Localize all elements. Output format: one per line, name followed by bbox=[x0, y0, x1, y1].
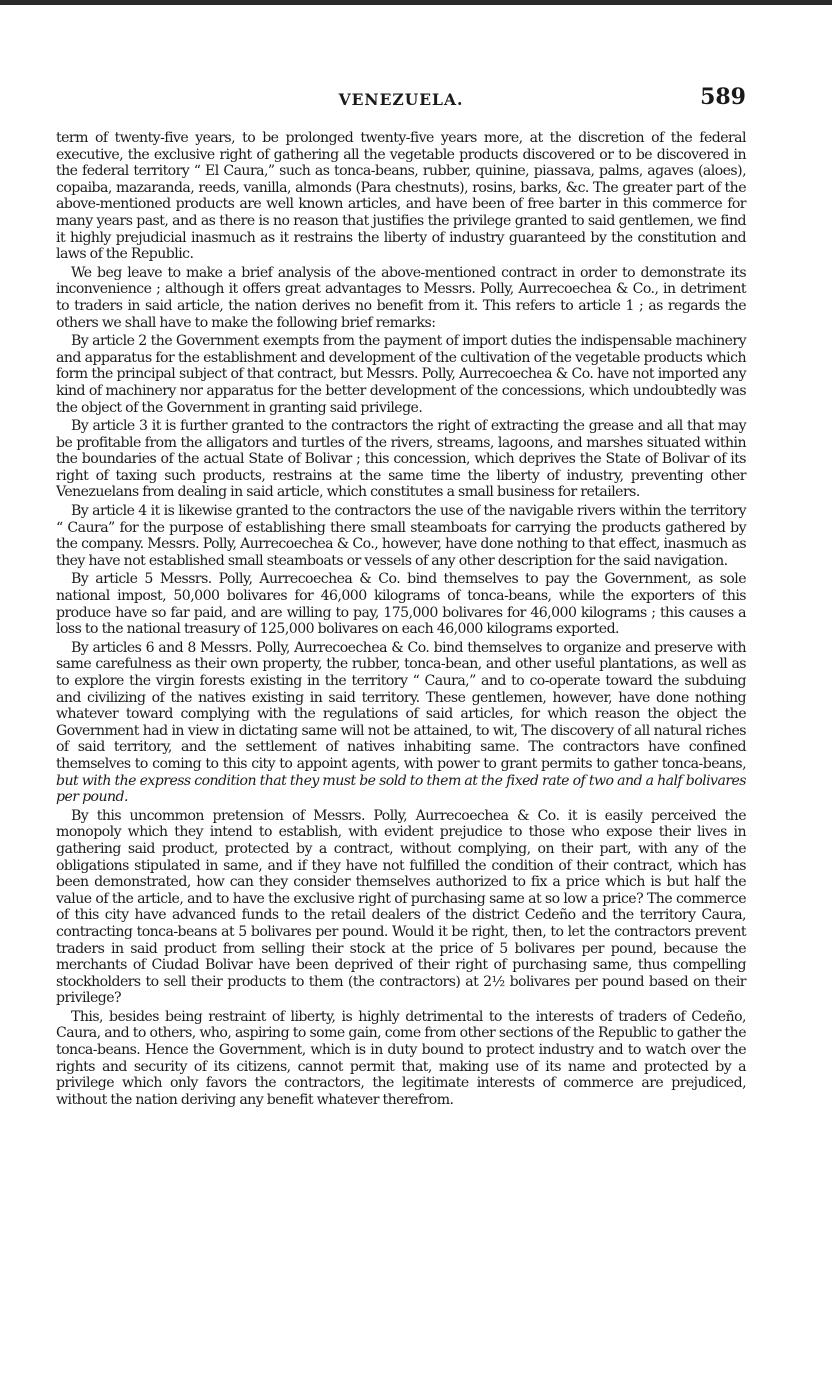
paragraph-7-emphasis: but with the express condition that they must be sold to them at the fixed rate of two and a half bolivares per pound. bbox=[56, 772, 746, 806]
page-header bbox=[56, 84, 746, 114]
paragraph-8: By this uncommon pretension of Messrs. Polly, Aurrecoechea & Co. it is easily perceived the monopoly which they intend to establish, with evident prejudice to those who expose their lives in gathering said product, protected by a contract, without complying, on their part, with any of the obligations stipulated in same, and if they have not fulfilled the condition of their contract, which has been demonstrated, how can they consider themselves authorized to fix a price which is but half the value of the article, and to have the exclusive right of purchasing same at so low a price? The commerce of this city have advanced funds to the retail dealers of the district Cedeño and the territory Caura, contracting tonca-beans at 5 bolivares per pound. Would it be right, then, to let the contractors prevent traders in said product from selling their stock at the price of 5 bolivares per pound, because the merchants of Ciudad Bolivar have been deprived of their right of purchasing same, thus compelling stockholders to sell their products to them (the contractors) at 2½ bolivares per pound based on their privilege? bbox=[56, 807, 746, 1007]
body-text bbox=[56, 130, 746, 1110]
paragraph-3: By article 2 the Government exempts from the payment of import duties the indispensable machinery and apparatus for the establishment and development of the cultivation of the vegetable products which form the principal subject of that contract, but Messrs. Polly, Aurrecoechea & Co. have not imported any kind of machinery nor apparatus for the better development of the concessions, which undoubtedly was the object of the Government in granting said privilege. bbox=[56, 333, 746, 416]
paragraph-1: term of twenty-five years, to be prolonged twenty-five years more, at the discretion of the federal executive, the exclusive right of gathering all the vegetable products discovered or to be discovered in the federal territory “ El Caura,” such as tonca-beans, rubber, quinine, piassava, palms, agaves (aloes), copaiba, mazaranda, reeds, vanilla, almonds (Para chestnuts), rosins, barks, &c. The greater part of the above-mentioned products are well known articles, and have been of free barter in this commerce for many years past, and as there is no reason that justifies the privilege granted to said gentlemen, we find it highly prejudicial inasmuch as it restrains the liberty of industry guaranteed by the constitution and laws of the Republic. bbox=[56, 130, 746, 263]
paragraph-7 bbox=[56, 640, 746, 806]
paragraph-9: This, besides being restraint of liberty, is highly detrimental to the interests of traders of Cedeño, Caura, and to others, who, aspiring to some gain, come from other sections of the Republic to gather the tonca-beans. Hence the Government, which is in duty bound to protect industry and to watch over the rights and security of its citizens, cannot permit that, making use of its name and protected by a privilege which only favors the contractors, the legitimate interests of commerce are prejudiced, without the nation deriving any benefit whatever therefrom. bbox=[56, 1008, 746, 1108]
paragraph-6: By article 5 Messrs. Polly, Aurrecoechea & Co. bind themselves to pay the Government, as sole national impost, 50,000 bolivares for 46,000 kilograms of tonca-beans, while the exporters of this produce have so far paid, and are willing to pay, 175,000 bolivares for 46,000 kilograms ; this causes a loss to the national treasury of 125,000 bolivares on each 46,000 kilograms exported. bbox=[56, 571, 746, 638]
paragraph-2: We beg leave to make a brief analysis of the above-mentioned contract in order to demonstrate its inconvenience ; although it offers great advantages to Messrs. Polly, Aurrecoechea & Co., in detriment to traders in said article, the nation derives no benefit from it. This refers to article 1 ; as regards the others we shall have to make the following brief remarks: bbox=[56, 264, 746, 331]
paragraph-7-text: By articles 6 and 8 Messrs. Polly, Aurrecoechea & Co. bind themselves to organize and preserve with same carefulness as their own property, the rubber, tonca-bean, and other useful plantations, as well as to explore the virgin forests existing in the territory “ Caura,” and to co-operate toward the subduing and civilizing of the natives existing in said territory. These gentlemen, however, have done nothing whatever toward complying with the regulations of said articles, for which reason the object the Government had in view in dictating same will not be attained, to wit, The discovery of all natural riches of said territory, and the settlement of natives inhabiting same. The contractors have confined themselves to coming to this city to appoint agents, with power to grant permits to gather tonca-beans, bbox=[56, 639, 746, 772]
paragraph-5: By article 4 it is likewise granted to the contractors the use of the navigable rivers within the territory “ Caura” for the purpose of establishing there small steamboats for carrying the products gathered by the company. Messrs. Polly, Aurrecoechea & Co., however, have done nothing to that effect, inasmuch as they have not established small steamboats or vessels of any other description for the said navigation. bbox=[56, 503, 746, 569]
top-edge-rule bbox=[0, 0, 832, 5]
running-title: VENEZUELA. bbox=[338, 90, 464, 109]
paragraph-4: By article 3 it is further granted to the contractors the right of extracting the grease and all that may be profitable from the alligators and turtles of the rivers, streams, lagoons, and marshes situated within the boundaries of the actual State of Bolivar ; this concession, which deprives the State of Bolivar of its right of taxing such products, restrains at the same time the liberty of industry, preventing other Venezuelans from dealing in said article, which constitutes a small business for retailers. bbox=[56, 418, 746, 501]
page-number: 589 bbox=[700, 84, 746, 110]
